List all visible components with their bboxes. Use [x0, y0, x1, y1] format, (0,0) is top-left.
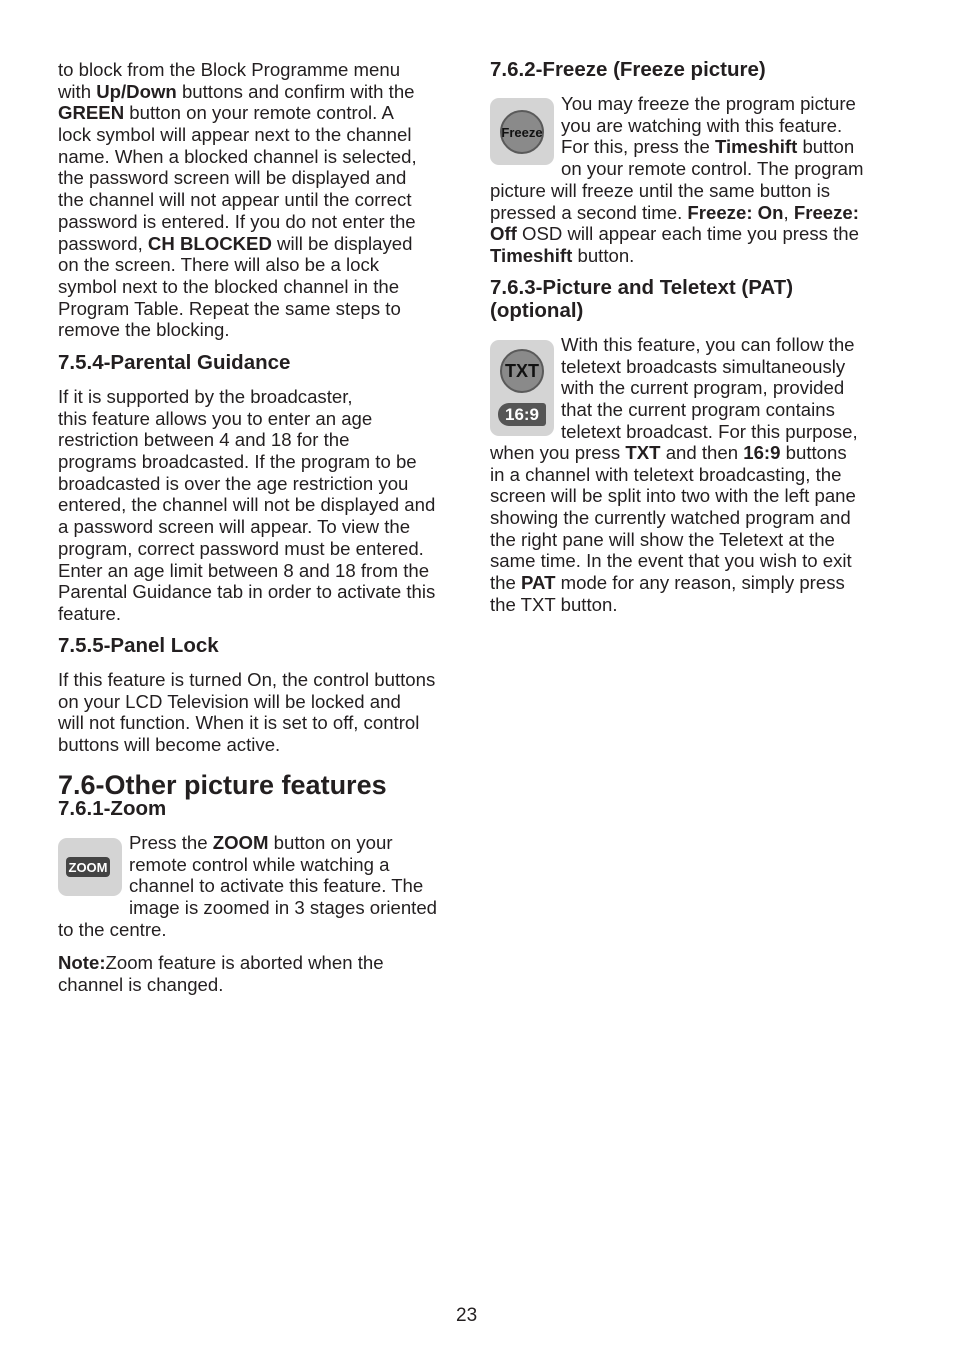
heading-other-picture-features: 7.6-Other picture features — [58, 770, 387, 800]
text-line — [561, 399, 858, 421]
text: the password screen will be displayed and — [58, 167, 407, 189]
text: screen will be split into two with the left pane — [490, 485, 856, 507]
text: OSD will appear each time you press the — [516, 223, 859, 245]
text-line — [58, 81, 417, 103]
text-line — [490, 485, 856, 507]
heading-freeze: 7.6.2-Freeze (Freeze picture) — [490, 58, 766, 81]
text: If this feature is turned On, the control buttons — [58, 669, 436, 690]
text: You may freeze the program picture — [561, 93, 856, 114]
text-line — [58, 319, 417, 341]
freeze-paragraph-continued — [490, 180, 859, 267]
text-line — [561, 115, 863, 137]
text: in a channel with teletext broadcasting, the — [490, 463, 842, 485]
text: with the current program, provided — [561, 377, 845, 399]
text: the TXT button. — [490, 593, 618, 615]
page-number: 23 — [456, 1305, 478, 1326]
text-line — [58, 451, 435, 473]
heading-zoom: 7.6.1-Zoom — [58, 797, 167, 820]
text: Press the — [129, 832, 213, 853]
bold-text: GREEN — [58, 102, 125, 124]
text: buttons and confirm with the — [176, 80, 415, 102]
text: buttons will become active. — [58, 734, 281, 756]
bold-text: TXT — [625, 442, 661, 463]
parental-guidance-paragraph — [58, 386, 435, 625]
text: you are watching with this feature. — [561, 114, 843, 136]
text-line — [561, 334, 858, 356]
text-line — [490, 202, 859, 224]
text-line — [490, 529, 856, 551]
text: when you press — [490, 442, 626, 463]
text: remote control while watching a — [129, 853, 390, 875]
text-line — [129, 854, 437, 876]
text-line — [58, 211, 417, 233]
text-line — [561, 93, 863, 115]
text-line — [58, 952, 384, 974]
text: the channel will not appear until the correct — [58, 189, 412, 211]
text: with — [58, 80, 97, 102]
bold-text: Timeshift — [490, 245, 573, 267]
text: will not function. When it is set to off, control — [58, 712, 420, 734]
ratio-16-9-icon-label: 16:9 — [498, 403, 546, 426]
text: pressed a second time. — [490, 201, 688, 223]
text: channel to activate this feature. The — [129, 875, 424, 897]
zoom-note — [58, 952, 384, 995]
text-line — [129, 875, 437, 897]
text: channel is changed. — [58, 973, 224, 995]
text-line — [58, 494, 435, 516]
text-line — [58, 276, 417, 298]
text: and then — [660, 442, 744, 463]
zoom-paragraph-continued — [58, 919, 167, 941]
text-line — [490, 550, 856, 572]
text-line — [490, 223, 859, 245]
text: Parental Guidance tab in order to activate this — [58, 581, 436, 603]
text: Program Table. Repeat the same steps to — [58, 297, 401, 319]
text-line — [58, 408, 435, 430]
bold-text: Off — [490, 223, 517, 245]
bold-text: CH BLOCKED — [147, 232, 272, 254]
text: same time. In the event that you wish to exit — [490, 550, 852, 572]
bold-text: PAT — [521, 572, 556, 594]
text: Enter an age limit between 8 and 18 from the — [58, 559, 430, 581]
text: programs broadcasted. If the program to be — [58, 451, 417, 473]
text-line — [58, 429, 435, 451]
text: on your LCD Television will be locked and — [58, 690, 401, 712]
text: a password screen will appear. To view the — [58, 516, 411, 538]
panel-lock-paragraph — [58, 669, 435, 756]
text: name. When a blocked channel is selected, — [58, 145, 417, 167]
bold-text: 16:9 — [743, 442, 781, 463]
bold-text: Freeze: — [793, 201, 859, 223]
text-line — [58, 734, 435, 756]
text-line — [58, 254, 417, 276]
text: will be displayed — [271, 232, 413, 254]
text: broadcasted is over the age restriction you — [58, 472, 409, 494]
text: on the screen. There will also be a lock — [58, 254, 380, 276]
text: button. — [572, 245, 635, 267]
text-line — [58, 603, 435, 625]
text: feature. — [58, 602, 122, 624]
text: password is entered. If you do not enter the — [58, 210, 416, 232]
text-line — [490, 572, 856, 594]
text-line — [58, 691, 435, 713]
text-line — [561, 136, 863, 158]
text: buttons — [780, 442, 847, 463]
pat-paragraph — [561, 334, 858, 442]
text-line — [490, 442, 856, 464]
block-programme-paragraph — [58, 59, 417, 341]
heading-panel-lock: 7.5.5-Panel Lock — [58, 634, 219, 657]
text: image is zoomed in 3 stages oriented — [129, 897, 438, 919]
text: to block from the Block Programme menu — [58, 59, 401, 80]
text-line — [490, 507, 856, 529]
text: , — [783, 201, 794, 223]
text-line — [490, 594, 856, 616]
bold-text: Timeshift — [714, 136, 798, 158]
text-line — [58, 669, 435, 691]
text: mode for any reason, simply press — [555, 572, 845, 594]
text: this feature allows you to enter an age — [58, 407, 373, 429]
text-line — [561, 158, 863, 180]
text-line — [58, 102, 417, 124]
text: that the current program contains — [561, 399, 835, 421]
bold-text: Freeze: On — [687, 201, 784, 223]
text: picture will freeze until the same button is — [490, 180, 831, 201]
text-line — [490, 464, 856, 486]
heading-pat-line2: (optional) — [490, 299, 584, 322]
text: to the centre. — [58, 919, 167, 940]
text-line — [58, 516, 435, 538]
text: lock symbol will appear next to the channel — [58, 124, 412, 146]
text-line — [58, 974, 384, 996]
text-line — [561, 377, 858, 399]
freeze-icon-label: Freeze — [500, 110, 544, 154]
text-line — [129, 832, 437, 854]
text-line — [58, 386, 435, 408]
text-line — [58, 560, 435, 582]
heading-pat-line1: 7.6.3-Picture and Teletext (PAT) — [490, 276, 794, 299]
zoom-icon-label: ZOOM — [66, 857, 110, 877]
text: entered, the channel will not be displayed and — [58, 494, 436, 516]
txt-icon-label: TXT — [500, 349, 544, 393]
text-line — [58, 581, 435, 603]
text-line — [129, 897, 437, 919]
text: button on your — [268, 832, 393, 853]
text: program, correct password must be entered. — [58, 537, 424, 559]
text: password, — [58, 232, 148, 254]
text: If it is supported by the broadcaster, — [58, 386, 353, 407]
bold-text: ZOOM — [212, 832, 269, 853]
text: teletext broadcast. For this purpose, — [561, 420, 858, 442]
text: symbol next to the blocked channel in the — [58, 275, 400, 297]
text: With this feature, you can follow the — [561, 334, 855, 355]
text-line — [58, 146, 417, 168]
text: on your remote control. The program — [561, 158, 864, 180]
text: teletext broadcasts simultaneously — [561, 355, 846, 377]
text: the — [490, 572, 522, 594]
text: showing the currently watched program and — [490, 507, 851, 529]
text: restriction between 4 and 18 for the — [58, 429, 350, 451]
freeze-button-icon — [490, 98, 554, 165]
text-line — [58, 167, 417, 189]
txt-button-icon — [490, 340, 554, 436]
text-line — [561, 421, 858, 443]
heading-parental-guidance: 7.5.4-Parental Guidance — [58, 351, 291, 374]
heading-pat — [490, 276, 793, 322]
bold-text: Note: — [58, 952, 106, 973]
text: the right pane will show the Teletext at the — [490, 528, 835, 550]
text-line — [561, 356, 858, 378]
text: Zoom feature is aborted when the — [105, 952, 384, 973]
zoom-button-icon — [58, 838, 122, 896]
text-line — [58, 712, 435, 734]
text-line — [58, 298, 417, 320]
text-line — [490, 245, 859, 267]
text-line — [58, 538, 435, 560]
text: button — [797, 136, 855, 158]
text-line — [58, 233, 417, 255]
text-line — [58, 59, 417, 81]
text-line — [490, 180, 859, 202]
bold-text: Up/Down — [96, 80, 177, 102]
text-line — [58, 189, 417, 211]
text: For this, press the — [561, 136, 715, 158]
text: button on your remote control. A — [124, 102, 394, 124]
text: remove the blocking. — [58, 319, 230, 341]
pat-paragraph-continued — [490, 442, 856, 616]
freeze-paragraph — [561, 93, 863, 180]
text-line — [58, 919, 167, 941]
zoom-paragraph — [129, 832, 437, 919]
text-line — [58, 124, 417, 146]
text-line — [58, 473, 435, 495]
